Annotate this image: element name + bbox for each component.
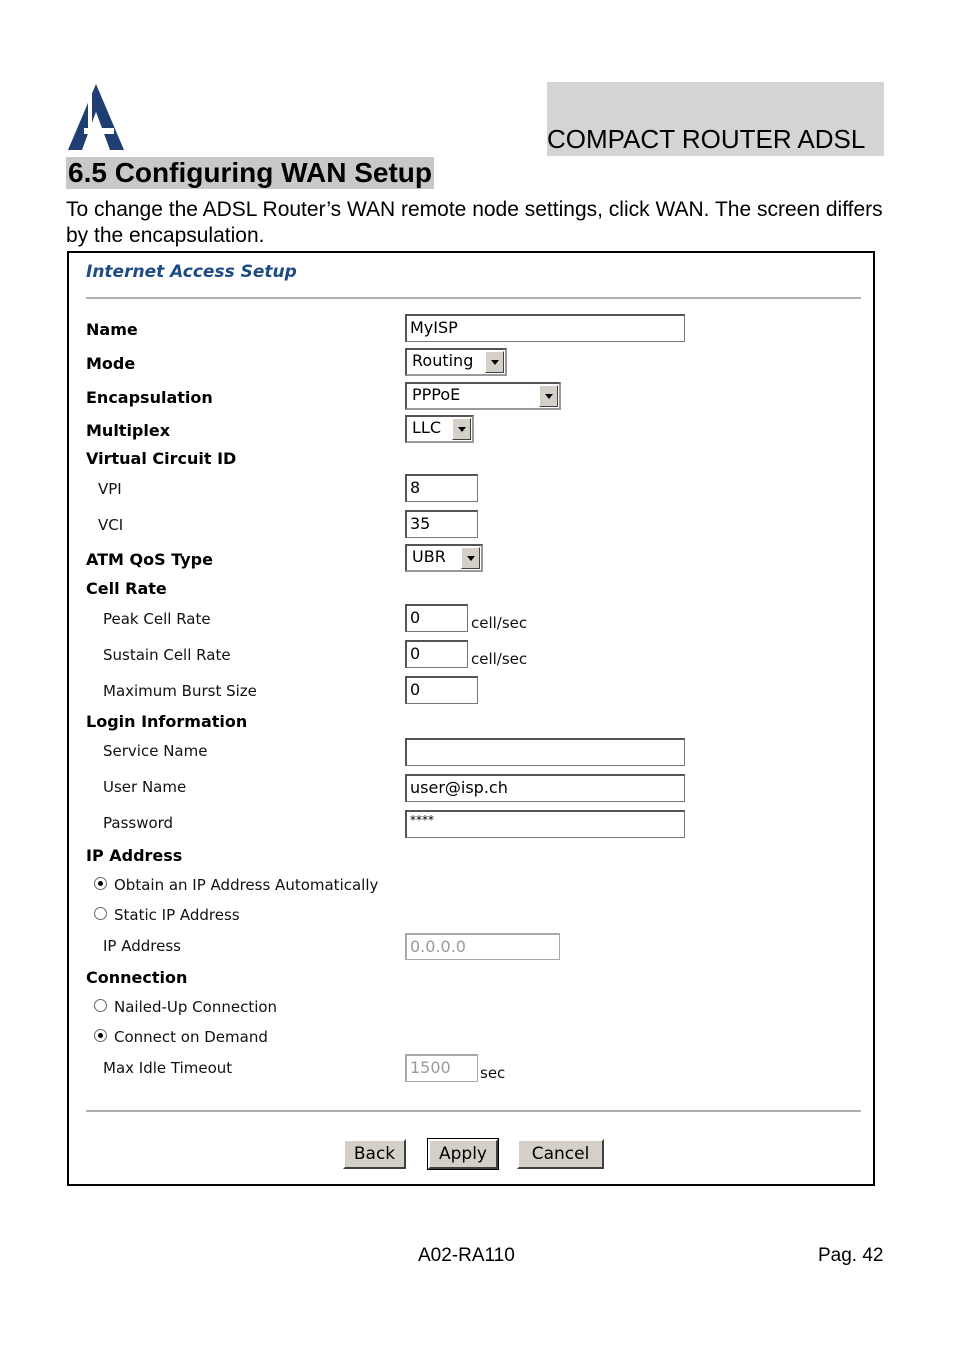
encapsulation-select-value: PPPoE (412, 385, 461, 404)
service-name-input[interactable] (405, 738, 685, 766)
chevron-down-icon[interactable] (452, 418, 471, 440)
atlantis-logo (66, 82, 126, 152)
peak-cell-rate-input[interactable]: 0 (405, 604, 468, 632)
nailed-up-label: Nailed-Up Connection (114, 998, 278, 1016)
panel-title: Internet Access Setup (86, 262, 297, 282)
peak-cell-rate-unit: cell/sec (471, 614, 528, 632)
mode-label: Mode (86, 354, 136, 373)
vpi-label: VPI (98, 480, 122, 498)
multiplex-select-value: LLC (412, 418, 441, 437)
max-idle-timeout-label: Max Idle Timeout (103, 1059, 233, 1077)
multiplex-select[interactable] (405, 415, 474, 443)
max-idle-timeout-unit: sec (480, 1064, 506, 1082)
vci-input[interactable]: 35 (405, 510, 478, 538)
ip-address-label: IP Address (103, 937, 181, 955)
atm-qos-select[interactable] (405, 544, 483, 572)
intro-paragraph: To change the ADSL Router’s WAN remote node settings, click WAN. The screen differs by the encapsulation. (66, 198, 883, 247)
atm-qos-label: ATM QoS Type (86, 550, 213, 569)
chevron-down-icon[interactable] (539, 385, 558, 407)
apply-button[interactable]: Apply (428, 1139, 498, 1169)
connect-on-demand-radio[interactable] (94, 1029, 107, 1042)
sustain-cell-rate-unit: cell/sec (471, 650, 528, 668)
service-name-label: Service Name (103, 742, 208, 760)
password-label: Password (103, 814, 174, 832)
user-name-input[interactable]: user@isp.ch (405, 774, 685, 802)
multiplex-label: Multiplex (86, 421, 171, 440)
login-information-label: Login Information (86, 712, 248, 731)
name-label: Name (86, 320, 138, 339)
name-input[interactable]: MyISP (405, 314, 685, 342)
ip-static-label: Static IP Address (114, 906, 240, 924)
bottom-divider (86, 1110, 861, 1112)
ip-auto-radio[interactable] (94, 877, 107, 890)
password-input[interactable]: **** (405, 810, 685, 838)
page-number: Pag. 42 (818, 1245, 884, 1266)
peak-cell-rate-label: Peak Cell Rate (103, 610, 211, 628)
document-code: A02-RA110 (418, 1245, 515, 1266)
cancel-button[interactable]: Cancel (517, 1139, 604, 1169)
vci-label: VCI (98, 516, 124, 534)
ip-static-radio[interactable] (94, 907, 107, 920)
atm-qos-select-value: UBR (412, 547, 446, 566)
connection-label: Connection (86, 968, 188, 987)
back-button[interactable]: Back (343, 1139, 406, 1169)
max-burst-size-label: Maximum Burst Size (103, 682, 257, 700)
sustain-cell-rate-label: Sustain Cell Rate (103, 646, 231, 664)
chevron-down-icon[interactable] (461, 547, 480, 569)
mode-select-value: Routing (412, 351, 474, 370)
cell-rate-label: Cell Rate (86, 579, 167, 598)
ip-address-input[interactable]: 0.0.0.0 (405, 933, 560, 960)
ip-auto-label: Obtain an IP Address Automatically (114, 876, 379, 894)
connect-on-demand-label: Connect on Demand (114, 1028, 268, 1046)
ip-address-section-label: IP Address (86, 846, 183, 865)
max-idle-timeout-input[interactable]: 1500 (405, 1054, 478, 1082)
mode-select[interactable] (405, 348, 507, 376)
encapsulation-label: Encapsulation (86, 388, 213, 407)
max-burst-size-input[interactable]: 0 (405, 676, 478, 704)
vpi-input[interactable]: 8 (405, 474, 478, 502)
sustain-cell-rate-input[interactable]: 0 (405, 640, 468, 668)
virtual-circuit-label: Virtual Circuit ID (86, 449, 237, 468)
encapsulation-select[interactable] (405, 382, 561, 410)
nailed-up-radio[interactable] (94, 999, 107, 1012)
user-name-label: User Name (103, 778, 187, 796)
chevron-down-icon[interactable] (485, 351, 504, 373)
section-title: 6.5 Configuring WAN Setup (68, 157, 432, 188)
top-divider (86, 297, 861, 299)
product-name: COMPACT ROUTER ADSL (547, 124, 866, 154)
